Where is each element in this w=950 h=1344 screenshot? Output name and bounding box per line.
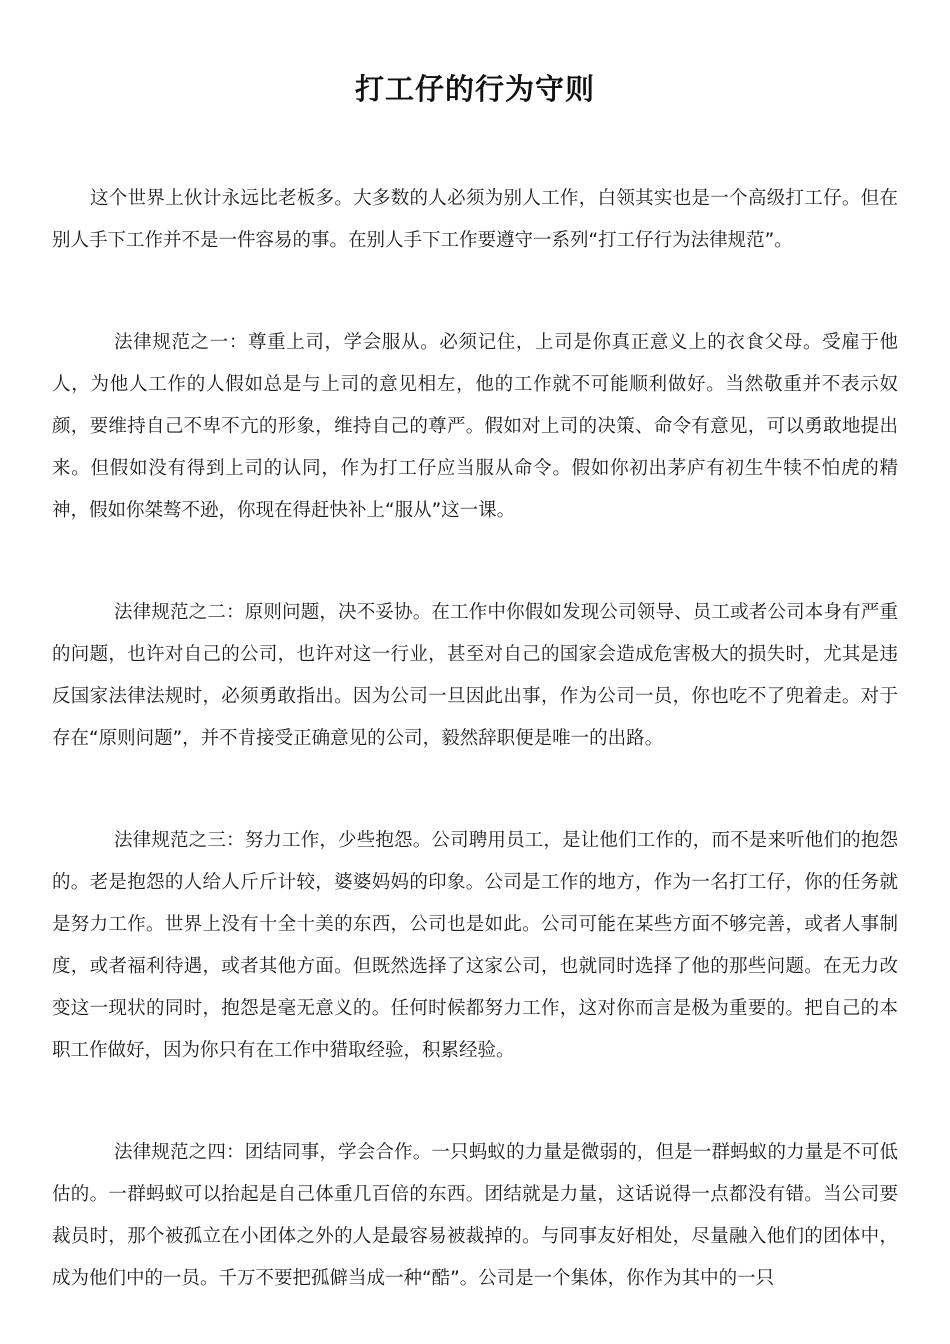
rule-1-paragraph: 法律规范之一：尊重上司，学会服从。必须记住，上司是你真正意义上的衣食父母。受雇于他人，为他人工作的人假如总是与上司的意见相左，他的工作就不可能顺利做好。当然敬重并不表示奴颜，要维持自己不卑不亢的形象，维持自己的尊严。假如对上司的决策、命令有意见，可以勇敢地提出来。但假如没有得到上司的认同，作为打工仔应当服从命令。假如你初出茅庐有初生牛犊不怕虎的精神，假如你桀骜不逊，你现在得赶快补上“服从”这一课。 bbox=[52, 332, 898, 521]
intro-paragraph: 这个世界上伙计永远比老板多。大多数的人必须为别人工作，白领其实也是一个高级打工仔。但在别人手下工作并不是一件容易的事。在别人手下工作要遵守一系列“打工仔行为法律规范”。 bbox=[52, 188, 898, 251]
rule-2-paragraph: 法律规范之二：原则问题，决不妥协。在工作中你假如发现公司领导、员工或者公司本身有严重的问题，也许对自己的公司，也许对这一行业，甚至对自己的国家会造成危害极大的损失时，尤其是违反国家法律法规时，必须勇敢指出。因为公司一旦因此出事，作为公司一员，你也吃不了兜着走。对于存在“原则问题”，并不肯接受正确意见的公司，毅然辞职便是唯一的出路。 bbox=[52, 602, 898, 749]
rule-4-paragraph: 法律规范之四：团结同事，学会合作。一只蚂蚁的力量是微弱的，但是一群蚂蚁的力量是不可低估的。一群蚂蚁可以抬起是自己体重几百倍的东西。团结就是力量，这话说得一点都没有错。当公司要裁员时，那个被孤立在小团体之外的人是最容易被裁掉的。与同事友好相处，尽量融入他们的团体中，成为他们中的一员。千万不要把孤僻当成一种“酷”。公司是一个集体，你作为其中的一只 bbox=[52, 1142, 898, 1289]
rule-3-paragraph: 法律规范之三：努力工作，少些抱怨。公司聘用员工，是让他们工作的，而不是来听他们的抱怨的。老是抱怨的人给人斤斤计较，婆婆妈妈的印象。公司是工作的地方，作为一名打工仔，你的任务就是努力工作。世界上没有十全十美的东西，公司也是如此。公司可能在某些方面不够完善，或者人事制度，或者福利待遇，或者其他方面。但既然选择了这家公司，也就同时选择了他的那些问题。在无力改变这一现状的同时，抱怨是毫无意义的。任何时候都努力工作，这对你而言是极为重要的。把自己的本职工作做好，因为你只有在工作中猎取经验，积累经验。 bbox=[52, 830, 898, 1061]
document-title: 打工仔的行为守则 bbox=[354, 72, 595, 107]
